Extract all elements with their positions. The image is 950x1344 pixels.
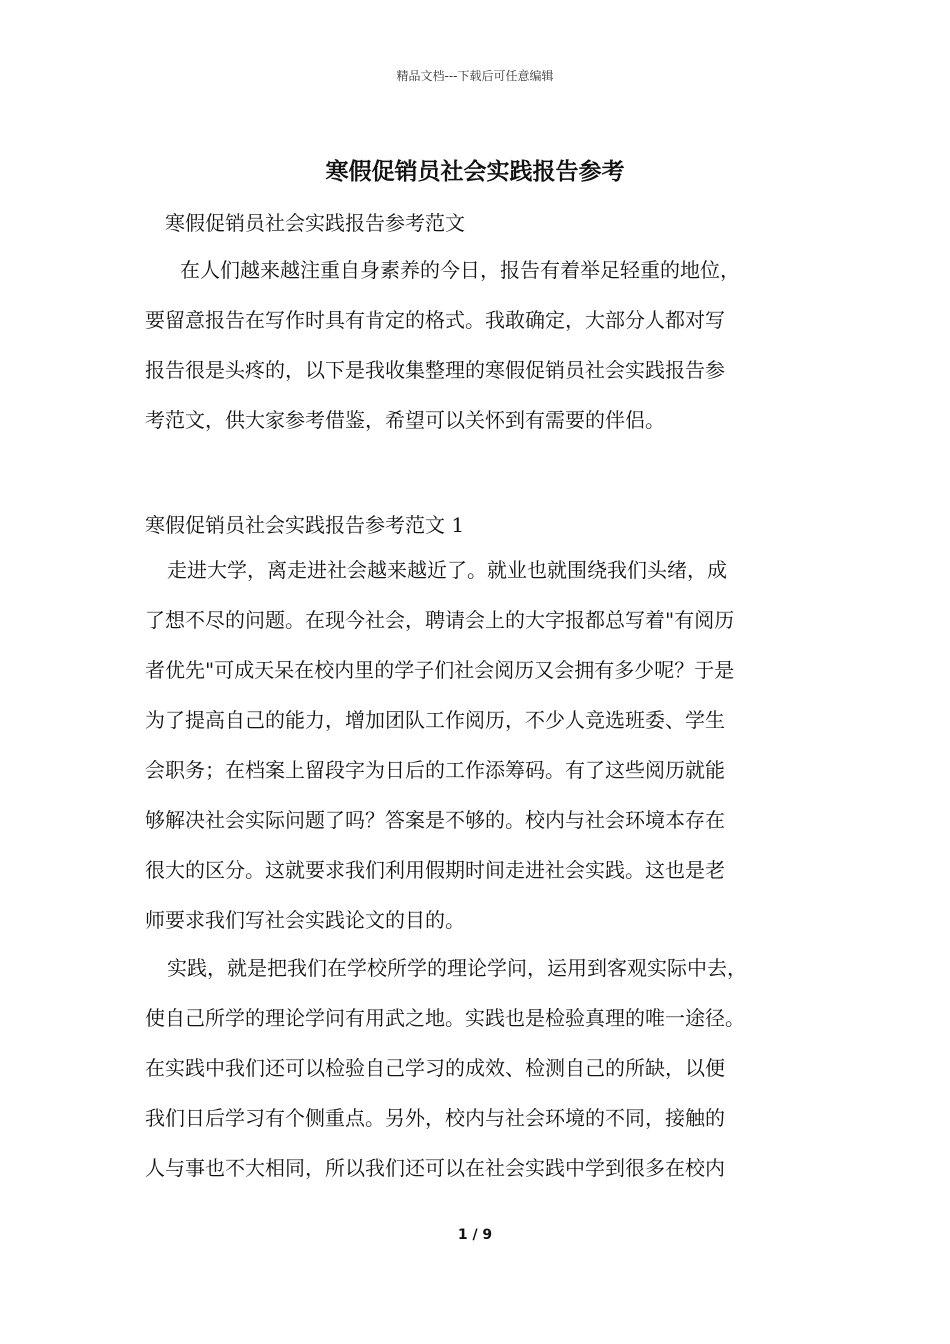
paragraph-line: 人与事也不大相同，所以我们还可以在社会实践中学到很多在校内 xyxy=(145,1156,725,1180)
paragraph-line: 很大的区分。这就要求我们利用假期时间走进社会实践。这也是老 xyxy=(145,858,725,882)
intro-line: 在人们越来越注重自身素养的今日，报告有着举足轻重的地位， xyxy=(180,258,740,282)
section-heading: 寒假促销员社会实践报告参考范文 1 xyxy=(145,513,465,537)
paragraph-line: 够解决社会实际问题了吗？答案是不够的。校内与社会环境本存在 xyxy=(145,808,725,832)
body-paragraph-2 xyxy=(145,943,835,1193)
paragraph-line: 了想不尽的问题。在现今社会，聘请会上的大字报都总写着"有阅历 xyxy=(145,608,735,632)
paragraph-line: 使自己所学的理论学问有用武之地。实践也是检验真理的唯一途径。 xyxy=(145,1006,745,1030)
body-paragraph-1 xyxy=(145,545,835,945)
paragraph-line: 走进大学，离走进社会越来越近了。就业也就围绕我们头绪，成 xyxy=(167,558,727,582)
intro-line: 考范文，供大家参考借鉴，希望可以关怀到有需要的伴侣。 xyxy=(145,408,665,432)
document-title: 寒假促销员社会实践报告参考 xyxy=(325,158,625,185)
paragraph-line: 实践，就是把我们在学校所学的理论学问，运用到客观实际中去， xyxy=(167,956,747,980)
paragraph-line: 在实践中我们还可以检验自己学习的成效、检测自己的所缺，以便 xyxy=(145,1056,725,1080)
paragraph-line: 会职务；在档案上留段字为日后的工作添筹码。有了这些阅历就能 xyxy=(145,758,725,782)
page-number: 1 / 9 xyxy=(457,1227,493,1243)
intro-paragraph xyxy=(145,245,835,445)
document-subtitle: 寒假促销员社会实践报告参考范文 xyxy=(165,211,465,235)
paragraph-line: 我们日后学习有个侧重点。另外，校内与社会环境的不同，接触的 xyxy=(145,1106,725,1130)
intro-line: 报告很是头疼的，以下是我收集整理的寒假促销员社会实践报告参 xyxy=(145,358,725,382)
paragraph-line: 师要求我们写社会实践论文的目的。 xyxy=(145,908,465,932)
header-note: 精品文档---下载后可任意编辑 xyxy=(396,69,554,83)
intro-line: 要留意报告在写作时具有肯定的格式。我敢确定，大部分人都对写 xyxy=(145,308,725,332)
paragraph-line: 为了提高自己的能力，增加团队工作阅历，不少人竞选班委、学生 xyxy=(145,708,725,732)
paragraph-line: 者优先"可成天呆在校内里的学子们社会阅历又会拥有多少呢？于是 xyxy=(145,658,735,682)
